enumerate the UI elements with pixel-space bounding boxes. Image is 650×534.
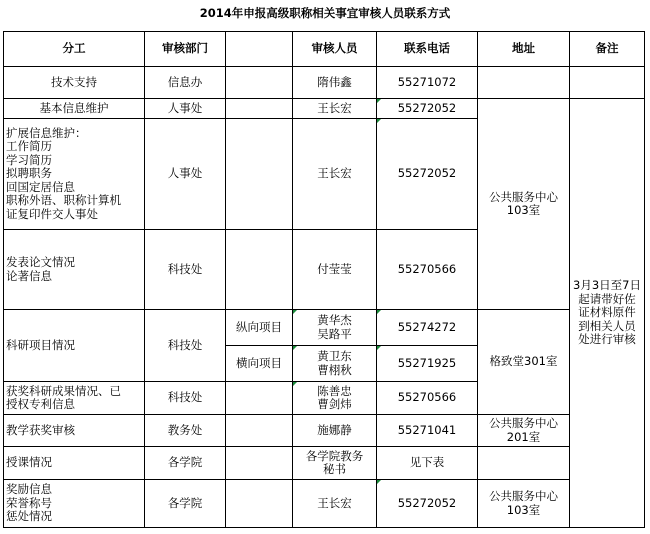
- empty-cell: [226, 99, 293, 119]
- division-cell: 技术支持: [4, 67, 145, 99]
- empty-cell: [226, 382, 293, 415]
- reviewer-cell: 隋伟鑫: [293, 67, 377, 99]
- department-cell: 人事处: [145, 119, 226, 230]
- division-cell: 发表论文情况 论著信息: [4, 230, 145, 310]
- project-type-cell: 横向项目: [226, 346, 293, 382]
- table-row: [4, 310, 645, 346]
- department-cell: 各学院: [145, 447, 226, 480]
- reviewer-cell: 王长宏: [293, 480, 377, 528]
- division-cell: 授课情况: [4, 447, 145, 480]
- address-cell: 公共服务中心 103室: [478, 480, 570, 528]
- division-cell: 获奖科研成果情况、已 授权专利信息: [4, 382, 145, 415]
- phone-cell: 55271925: [377, 346, 478, 382]
- reviewer-cell: 黄华杰 吴路平: [293, 310, 377, 346]
- address-cell-empty: [478, 67, 570, 99]
- phone-cell: 55272052: [377, 99, 478, 119]
- department-cell: 科技处: [145, 230, 226, 310]
- empty-cell: [226, 447, 293, 480]
- contact-table: [3, 31, 645, 528]
- reviewer-cell: 王长宏: [293, 119, 377, 230]
- reviewer-cell: 付莹莹: [293, 230, 377, 310]
- division-cell: 奖励信息 荣誉称号 惩处情况: [4, 480, 145, 528]
- table-row: [4, 415, 645, 447]
- empty-cell: [226, 480, 293, 528]
- department-cell: 信息办: [145, 67, 226, 99]
- header-division: 分工: [4, 32, 145, 67]
- table-row: [4, 447, 645, 480]
- address-cell-empty: [478, 447, 570, 480]
- phone-cell: 55274272: [377, 310, 478, 346]
- empty-cell: [226, 67, 293, 99]
- empty-cell: [226, 230, 293, 310]
- remark-cell: 3月3日至7日 起请带好佐 证材料原件 到相关人员 处进行审核: [570, 99, 645, 528]
- table-row: [4, 99, 645, 119]
- page-title: 2014年申报高级职称相关事宜审核人员联系方式: [199, 6, 451, 20]
- division-cell: 基本信息维护: [4, 99, 145, 119]
- empty-cell: [226, 119, 293, 230]
- header-reviewer: 审核人员: [293, 32, 377, 67]
- division-cell: 科研项目情况: [4, 310, 145, 382]
- empty-cell: [226, 415, 293, 447]
- reviewer-cell: 陈善忠 曹剑炜: [293, 382, 377, 415]
- department-cell: 人事处: [145, 99, 226, 119]
- project-type-cell: 纵向项目: [226, 310, 293, 346]
- reviewer-cell: 各学院教务 秘书: [293, 447, 377, 480]
- phone-cell: 55270566: [377, 230, 478, 310]
- table-row: [4, 480, 645, 528]
- header-address: 地址: [478, 32, 570, 67]
- division-cell: 教学获奖审核: [4, 415, 145, 447]
- reviewer-cell: 黄卫东 曹栩秋: [293, 346, 377, 382]
- department-cell: 教务处: [145, 415, 226, 447]
- phone-cell: 55272052: [377, 480, 478, 528]
- reviewer-cell: 施娜静: [293, 415, 377, 447]
- department-cell: 科技处: [145, 310, 226, 382]
- department-cell: 科技处: [145, 382, 226, 415]
- phone-cell: 55271041: [377, 415, 478, 447]
- department-cell: 各学院: [145, 480, 226, 528]
- phone-cell: 55270566: [377, 382, 478, 415]
- address-cell: 公共服务中心 103室: [478, 99, 570, 310]
- header-row: [4, 32, 645, 67]
- header-department: 审核部门: [145, 32, 226, 67]
- address-cell: 公共服务中心 201室: [478, 415, 570, 447]
- table-row: [4, 67, 645, 99]
- address-cell: 格致堂301室: [478, 310, 570, 415]
- header-phone: 联系电话: [377, 32, 478, 67]
- division-cell: 扩展信息维护： 工作简历 学习简历 拟聘职务 回国定居信息 职称外语、职称计算机 证复印件交人事处: [4, 119, 145, 230]
- header-spacer: [226, 32, 293, 67]
- header-remark: 备注: [570, 32, 645, 67]
- phone-cell: 见下表: [377, 447, 478, 480]
- phone-cell: 55271072: [377, 67, 478, 99]
- reviewer-cell: 王长宏: [293, 99, 377, 119]
- phone-cell: 55272052: [377, 119, 478, 230]
- remark-cell-empty: [570, 67, 645, 99]
